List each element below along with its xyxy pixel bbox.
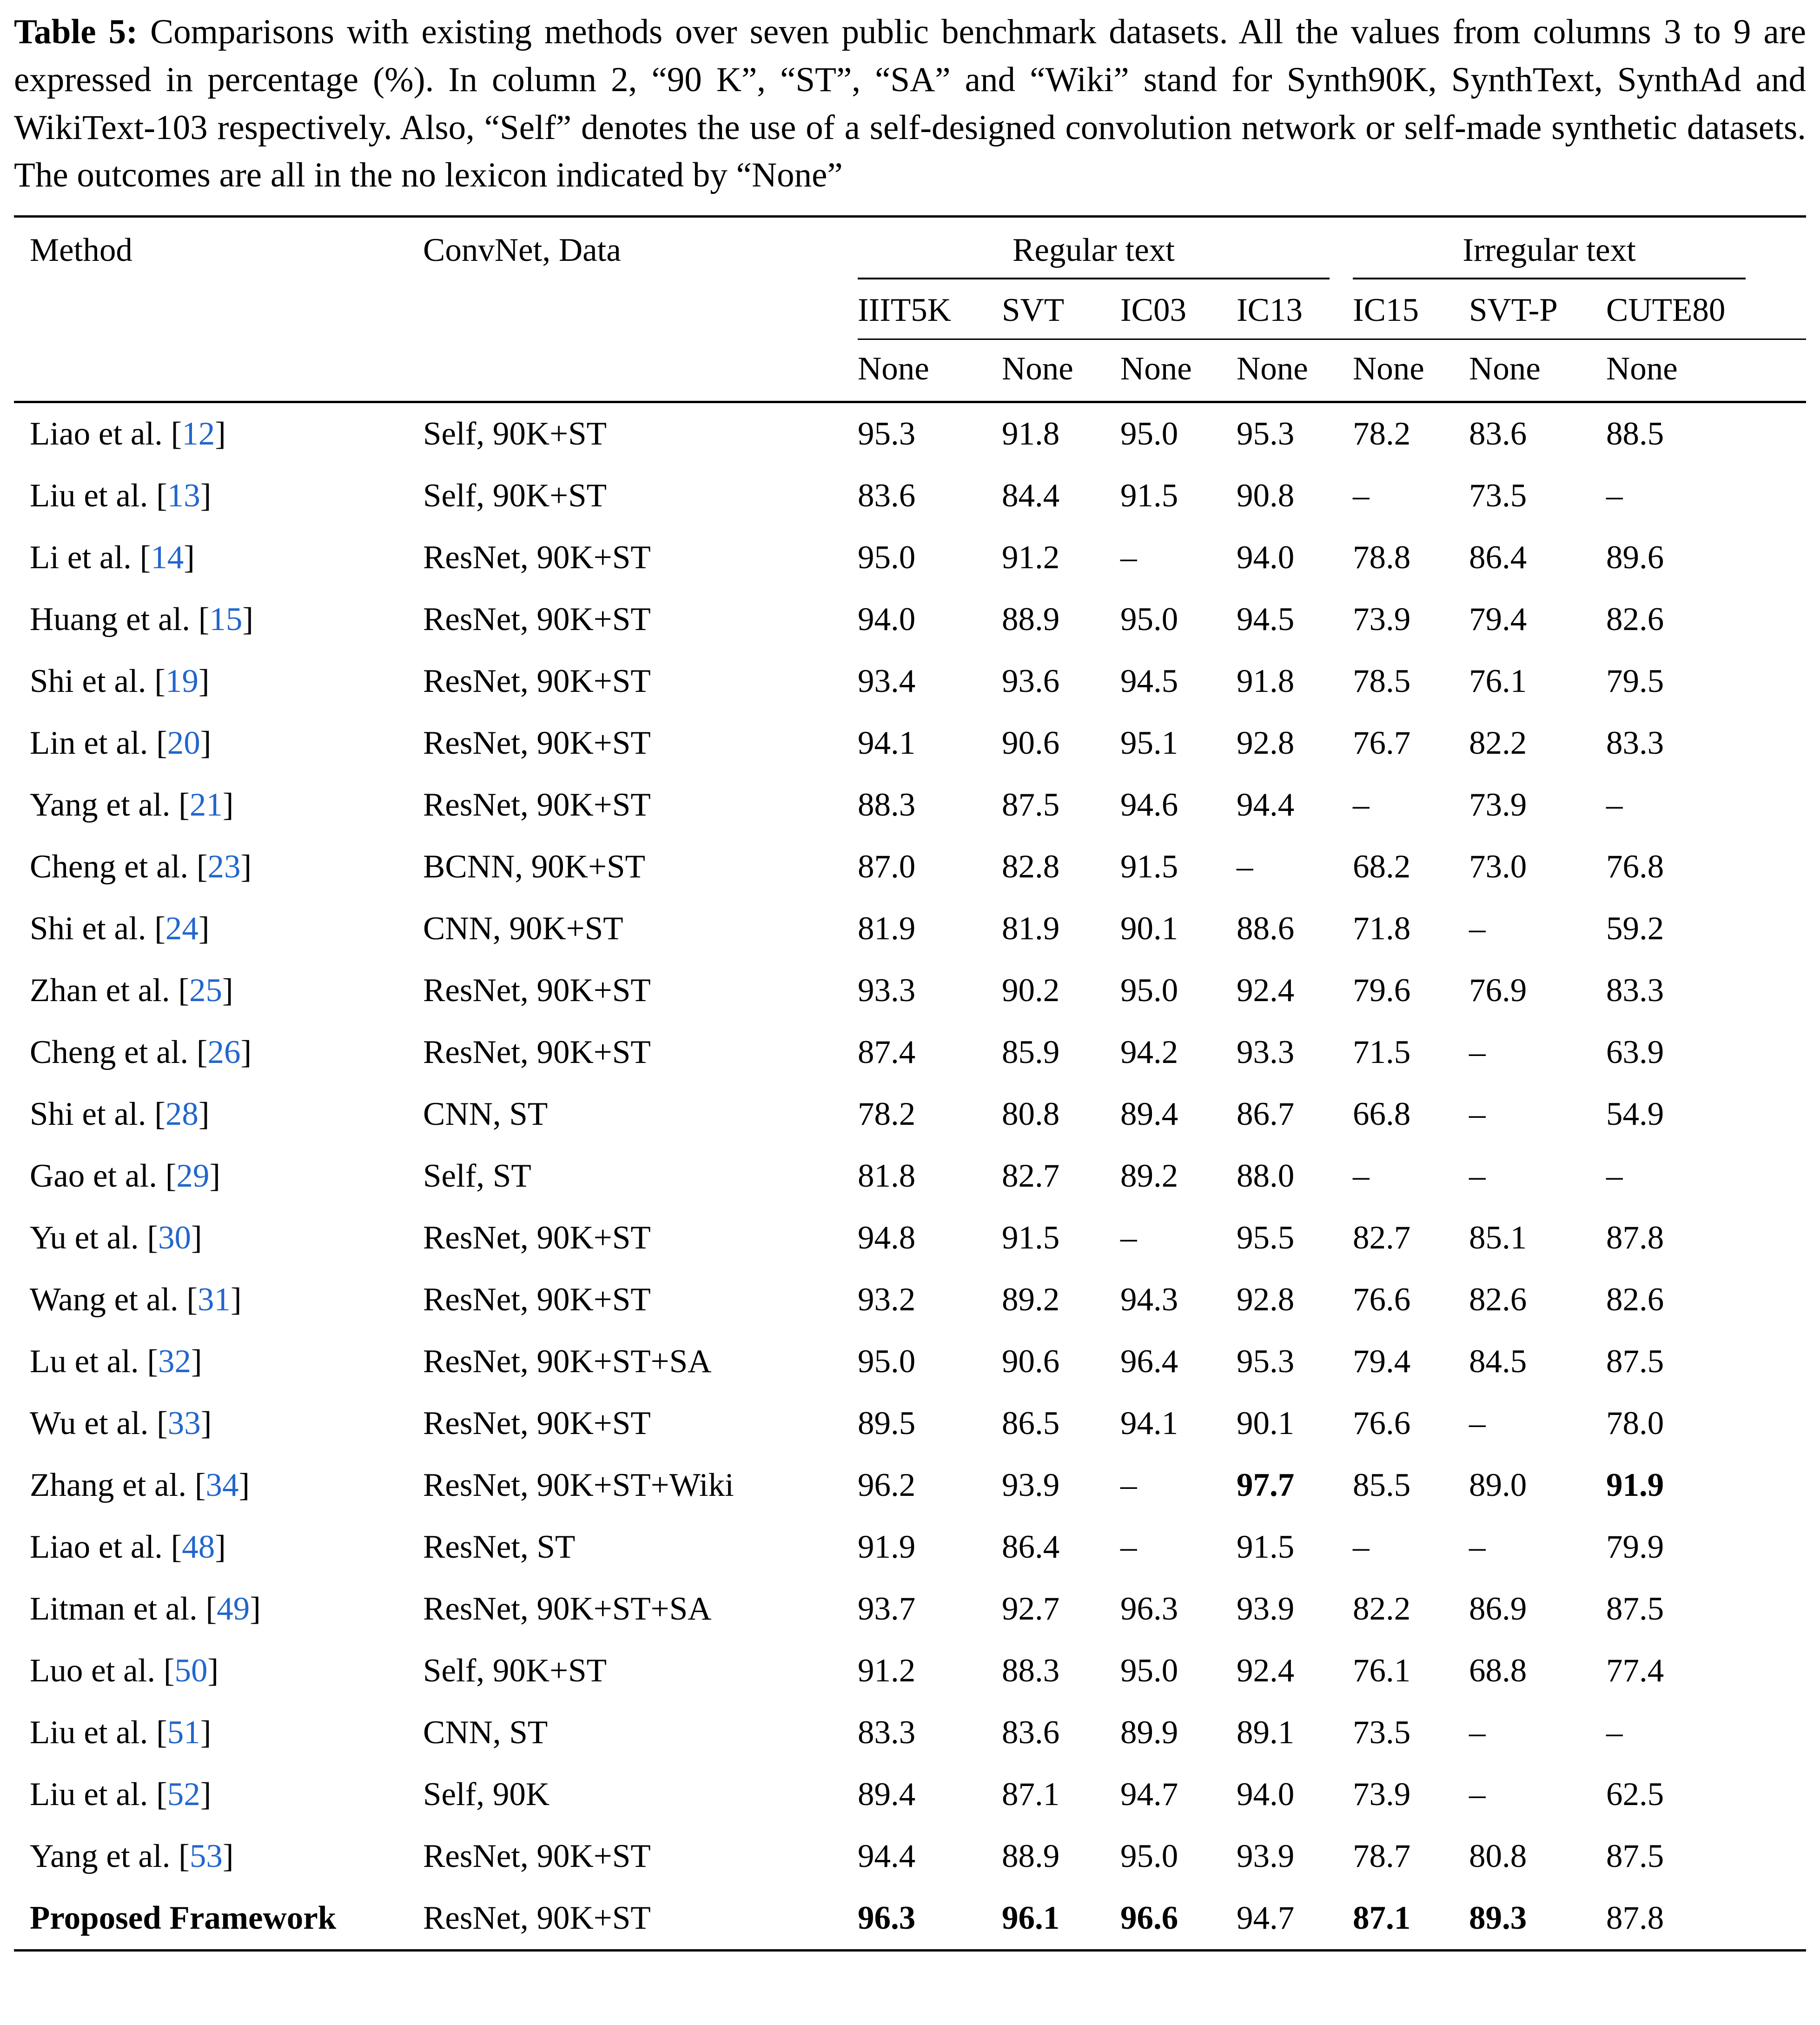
- method-cell: Wang et al. [31]: [30, 1281, 242, 1318]
- table-row: [14, 774, 1806, 836]
- value-cell: –: [1469, 1529, 1486, 1565]
- value-cell: 90.1: [1237, 1405, 1295, 1441]
- value-cell: 66.8: [1353, 1096, 1411, 1132]
- citation-link[interactable]: 21: [189, 787, 223, 823]
- value-cell: 82.8: [1002, 849, 1060, 885]
- convnet-cell: Self, 90K: [423, 1776, 550, 1813]
- results-table: [14, 215, 1806, 1952]
- lexicon-header: None: [1353, 339, 1469, 402]
- value-cell: 73.5: [1469, 478, 1527, 514]
- value-cell: 92.7: [1002, 1591, 1060, 1627]
- value-cell: 85.5: [1353, 1467, 1411, 1503]
- value-cell: 91.9: [1606, 1467, 1664, 1503]
- lexicon-header: None: [858, 339, 1002, 402]
- value-cell: 54.9: [1606, 1096, 1664, 1132]
- value-cell: –: [1120, 1467, 1137, 1503]
- lexicon-header: None: [1469, 339, 1606, 402]
- method-cell: Yu et al. [30]: [30, 1220, 202, 1256]
- value-cell: 91.2: [1002, 539, 1060, 576]
- value-cell: 93.4: [858, 663, 916, 699]
- value-cell: 89.6: [1606, 539, 1664, 576]
- value-cell: –: [1469, 1096, 1486, 1132]
- convnet-cell: ResNet, 90K+ST: [423, 1838, 651, 1874]
- value-cell: 82.2: [1469, 725, 1527, 761]
- table-row: [14, 402, 1806, 465]
- method-cell: Wu et al. [33]: [30, 1405, 212, 1441]
- convnet-cell: ResNet, ST: [423, 1529, 576, 1565]
- value-cell: 87.1: [1002, 1776, 1060, 1813]
- value-cell: 76.8: [1606, 849, 1664, 885]
- value-cell: 94.8: [858, 1220, 916, 1256]
- value-cell: 83.3: [858, 1714, 916, 1751]
- value-cell: 73.9: [1353, 601, 1411, 637]
- value-cell: 82.7: [1002, 1158, 1060, 1194]
- value-cell: 80.8: [1469, 1838, 1527, 1874]
- value-cell: 94.0: [1237, 1776, 1295, 1813]
- value-cell: 86.4: [1469, 539, 1527, 576]
- value-cell: 95.1: [1120, 725, 1178, 761]
- group-header-row: [14, 217, 1806, 280]
- table-row: [14, 1764, 1806, 1826]
- col-header-ic13: IC13: [1237, 279, 1353, 339]
- table-row: [14, 1022, 1806, 1083]
- value-cell: 97.7: [1237, 1467, 1295, 1503]
- value-cell: 95.0: [1120, 1838, 1178, 1874]
- col-header-svt: SVT: [1002, 279, 1120, 339]
- value-cell: –: [1606, 787, 1623, 823]
- value-cell: 87.0: [858, 849, 916, 885]
- table-row: [14, 836, 1806, 898]
- caption-text: Comparisons with existing methods over seven public benchmark datasets. All the values from columns 3 to 9 are expressed in percentage (%). In column 2, “90 K”, “ST”, “SA” and “Wiki” stand for Synth90K, SynthText, SynthAd and WikiText-103 respectively. Also, “Self” denotes the use of a self-designed convolution network or self-made synthetic datasets. The outcomes are all in the no lexicon indicated by “None”: [14, 13, 1807, 195]
- value-cell: –: [1353, 478, 1370, 514]
- value-cell: 68.8: [1469, 1653, 1527, 1689]
- value-cell: 79.4: [1469, 601, 1527, 637]
- citation-link[interactable]: 26: [207, 1034, 241, 1070]
- method-cell: Zhang et al. [34]: [30, 1467, 250, 1503]
- col-header-method: Method: [14, 217, 423, 402]
- value-cell: 63.9: [1606, 1034, 1664, 1070]
- value-cell: 71.5: [1353, 1034, 1411, 1070]
- value-cell: 79.9: [1606, 1529, 1664, 1565]
- value-cell: –: [1120, 1529, 1137, 1565]
- value-cell: 94.2: [1120, 1034, 1178, 1070]
- lexicon-header: None: [1002, 339, 1120, 402]
- method-cell: Zhan et al. [25]: [30, 972, 233, 1009]
- value-cell: 87.4: [858, 1034, 916, 1070]
- table-row: [14, 1640, 1806, 1702]
- value-cell: 91.8: [1002, 416, 1060, 452]
- table-header: [14, 217, 1806, 402]
- convnet-cell: Self, 90K+ST: [423, 416, 607, 452]
- method-cell: Liu et al. [52]: [30, 1776, 212, 1813]
- value-cell: 96.3: [1120, 1591, 1178, 1627]
- table-row: [14, 1516, 1806, 1578]
- value-cell: 95.5: [1237, 1220, 1295, 1256]
- convnet-cell: ResNet, 90K+ST: [423, 1887, 858, 1951]
- value-cell: 85.9: [1002, 1034, 1060, 1070]
- value-cell: 82.2: [1353, 1591, 1411, 1627]
- table-row: [14, 1331, 1806, 1393]
- value-cell: 91.8: [1237, 663, 1295, 699]
- value-cell: 85.1: [1469, 1220, 1527, 1256]
- value-cell: 91.5: [1120, 478, 1178, 514]
- value-cell: 83.6: [1469, 416, 1527, 452]
- value-cell: 92.4: [1237, 972, 1295, 1009]
- table-row: [14, 1207, 1806, 1269]
- value-cell: 83.6: [1002, 1714, 1060, 1751]
- method-cell: Huang et al. [15]: [30, 601, 254, 637]
- value-cell: 91.5: [1120, 849, 1178, 885]
- citation-link[interactable]: 13: [167, 478, 200, 514]
- value-cell: 80.8: [1002, 1096, 1060, 1132]
- value-cell: 95.0: [1120, 601, 1178, 637]
- value-cell: 83.3: [1606, 972, 1664, 1009]
- table-row: [14, 1578, 1806, 1640]
- value-cell: 76.6: [1353, 1405, 1411, 1441]
- table-row: [14, 1269, 1806, 1331]
- value-cell: 94.5: [1237, 601, 1295, 637]
- value-cell: 62.5: [1606, 1776, 1664, 1813]
- citation-link[interactable]: 49: [217, 1591, 250, 1627]
- value-cell: 90.8: [1237, 478, 1295, 514]
- value-cell: –: [1606, 1714, 1623, 1751]
- citation-link[interactable]: 14: [151, 539, 184, 576]
- value-cell: 95.3: [1237, 416, 1295, 452]
- method-cell: Liu et al. [13]: [30, 478, 212, 514]
- method-cell: Litman et al. [49]: [30, 1591, 261, 1627]
- method-cell: Proposed Framework: [14, 1887, 423, 1951]
- value-cell: 78.5: [1353, 663, 1411, 699]
- value-cell: 89.9: [1120, 1714, 1178, 1751]
- table-row: [14, 898, 1806, 960]
- table-row: [14, 1393, 1806, 1454]
- method-cell: Liao et al. [12]: [30, 416, 226, 452]
- citation-link[interactable]: 23: [207, 849, 241, 885]
- value-cell: 94.6: [1120, 787, 1178, 823]
- value-cell: 78.0: [1606, 1405, 1664, 1441]
- value-cell: 87.5: [1606, 1591, 1664, 1627]
- table-row: [14, 1887, 1806, 1951]
- value-cell: –: [1353, 1158, 1370, 1194]
- convnet-cell: ResNet, 90K+ST: [423, 1220, 651, 1256]
- value-cell: 96.6: [1120, 1887, 1237, 1951]
- table-row: [14, 1826, 1806, 1887]
- col-group-regular-text: Regular text: [858, 232, 1330, 279]
- value-cell: 89.0: [1469, 1467, 1527, 1503]
- value-cell: 73.5: [1353, 1714, 1411, 1751]
- value-cell: –: [1353, 1529, 1370, 1565]
- value-cell: 79.5: [1606, 663, 1664, 699]
- citation-link[interactable]: 15: [209, 601, 243, 637]
- value-cell: 84.5: [1469, 1343, 1527, 1380]
- convnet-cell: Self, 90K+ST: [423, 1653, 607, 1689]
- convnet-cell: ResNet, 90K+ST: [423, 1034, 651, 1070]
- value-cell: 83.3: [1606, 725, 1664, 761]
- value-cell: 76.7: [1353, 725, 1411, 761]
- citation-link[interactable]: 52: [167, 1776, 200, 1813]
- value-cell: 78.2: [858, 1096, 916, 1132]
- value-cell: 92.8: [1237, 1281, 1295, 1318]
- value-cell: –: [1606, 478, 1623, 514]
- value-cell: 90.6: [1002, 1343, 1060, 1380]
- value-cell: 79.4: [1353, 1343, 1411, 1380]
- value-cell: 93.3: [1237, 1034, 1295, 1070]
- value-cell: 93.7: [858, 1591, 916, 1627]
- value-cell: 88.5: [1606, 416, 1664, 452]
- value-cell: 92.8: [1237, 725, 1295, 761]
- table-row: [14, 465, 1806, 527]
- value-cell: –: [1120, 1220, 1137, 1256]
- value-cell: 95.0: [858, 539, 916, 576]
- convnet-cell: ResNet, 90K+ST+Wiki: [423, 1467, 734, 1503]
- value-cell: 95.0: [1120, 416, 1178, 452]
- value-cell: 82.7: [1353, 1220, 1411, 1256]
- value-cell: 76.1: [1353, 1653, 1411, 1689]
- convnet-cell: ResNet, 90K+ST: [423, 539, 651, 576]
- value-cell: 90.6: [1002, 725, 1060, 761]
- value-cell: 90.2: [1002, 972, 1060, 1009]
- value-cell: 86.4: [1002, 1529, 1060, 1565]
- lexicon-header: None: [1120, 339, 1237, 402]
- value-cell: 84.4: [1002, 478, 1060, 514]
- value-cell: 93.9: [1237, 1591, 1295, 1627]
- value-cell: 73.0: [1469, 849, 1527, 885]
- citation-link[interactable]: 28: [165, 1096, 199, 1132]
- value-cell: 82.6: [1606, 1281, 1664, 1318]
- value-cell: –: [1469, 910, 1486, 947]
- value-cell: 91.5: [1237, 1529, 1295, 1565]
- value-cell: 81.8: [858, 1158, 916, 1194]
- value-cell: 93.6: [1002, 663, 1060, 699]
- caption-label: Table 5:: [14, 13, 138, 51]
- value-cell: 59.2: [1606, 910, 1664, 947]
- value-cell: –: [1353, 787, 1370, 823]
- value-cell: 87.8: [1606, 1887, 1806, 1951]
- table-row: [14, 1145, 1806, 1207]
- value-cell: 86.9: [1469, 1591, 1527, 1627]
- value-cell: 95.0: [1120, 972, 1178, 1009]
- value-cell: –: [1469, 1714, 1486, 1751]
- value-cell: 87.5: [1606, 1838, 1664, 1874]
- value-cell: 94.1: [858, 725, 916, 761]
- citation-link[interactable]: 51: [167, 1714, 200, 1751]
- convnet-cell: ResNet, 90K+ST: [423, 1281, 651, 1318]
- convnet-cell: ResNet, 90K+ST: [423, 725, 651, 761]
- value-cell: 89.2: [1002, 1281, 1060, 1318]
- method-cell: Li et al. [14]: [30, 539, 195, 576]
- citation-link[interactable]: 29: [176, 1158, 210, 1194]
- value-cell: 95.3: [1237, 1343, 1295, 1380]
- value-cell: 77.4: [1606, 1653, 1664, 1689]
- value-cell: 88.3: [858, 787, 916, 823]
- value-cell: 94.4: [858, 1838, 916, 1874]
- value-cell: 87.1: [1353, 1887, 1469, 1951]
- value-cell: 87.8: [1606, 1220, 1664, 1256]
- value-cell: 76.9: [1469, 972, 1527, 1009]
- value-cell: 88.0: [1237, 1158, 1295, 1194]
- value-cell: 94.7: [1120, 1776, 1178, 1813]
- value-cell: –: [1469, 1158, 1486, 1194]
- value-cell: 94.3: [1120, 1281, 1178, 1318]
- value-cell: 95.0: [1120, 1653, 1178, 1689]
- table-row: [14, 589, 1806, 651]
- value-cell: 89.5: [858, 1405, 916, 1441]
- value-cell: 81.9: [858, 910, 916, 947]
- value-cell: –: [1237, 849, 1253, 885]
- value-cell: 93.3: [858, 972, 916, 1009]
- method-cell: Cheng et al. [23]: [30, 849, 252, 885]
- method-cell: Lin et al. [20]: [30, 725, 212, 761]
- value-cell: 76.1: [1469, 663, 1527, 699]
- value-cell: –: [1606, 1158, 1623, 1194]
- value-cell: 93.9: [1002, 1467, 1060, 1503]
- value-cell: 89.2: [1120, 1158, 1178, 1194]
- value-cell: 96.4: [1120, 1343, 1178, 1380]
- convnet-cell: Self, ST: [423, 1158, 531, 1194]
- citation-link[interactable]: 24: [165, 910, 199, 947]
- table-caption: [14, 8, 1806, 199]
- value-cell: 89.4: [858, 1776, 916, 1813]
- table-row: [14, 527, 1806, 589]
- value-cell: 89.4: [1120, 1096, 1178, 1132]
- value-cell: 94.4: [1237, 787, 1295, 823]
- table-row: [14, 960, 1806, 1022]
- value-cell: –: [1469, 1776, 1486, 1813]
- col-header-ic03: IC03: [1120, 279, 1237, 339]
- col-group-irregular-text: Irregular text: [1353, 232, 1746, 279]
- col-header-svt-p: SVT-P: [1469, 279, 1606, 339]
- convnet-cell: ResNet, 90K+ST: [423, 601, 651, 637]
- lexicon-header: None: [1606, 339, 1806, 402]
- value-cell: 94.1: [1120, 1405, 1178, 1441]
- citation-link[interactable]: 25: [189, 972, 223, 1009]
- value-cell: 68.2: [1353, 849, 1411, 885]
- value-cell: 91.9: [858, 1529, 916, 1565]
- citation-link[interactable]: 30: [158, 1220, 192, 1256]
- value-cell: 86.5: [1002, 1405, 1060, 1441]
- value-cell: 79.6: [1353, 972, 1411, 1009]
- value-cell: 90.1: [1120, 910, 1178, 947]
- table-row: [14, 651, 1806, 712]
- value-cell: 93.2: [858, 1281, 916, 1318]
- value-cell: 96.1: [1002, 1887, 1120, 1951]
- method-cell: Lu et al. [32]: [30, 1343, 202, 1380]
- value-cell: 87.5: [1002, 787, 1060, 823]
- value-cell: –: [1120, 539, 1137, 576]
- citation-link[interactable]: 31: [197, 1281, 231, 1318]
- value-cell: 73.9: [1469, 787, 1527, 823]
- value-cell: 89.1: [1237, 1714, 1295, 1751]
- value-cell: 88.9: [1002, 1838, 1060, 1874]
- citation-link[interactable]: 53: [189, 1838, 223, 1874]
- value-cell: 96.2: [858, 1467, 916, 1503]
- citation-link[interactable]: 12: [182, 416, 215, 452]
- citation-link[interactable]: 19: [165, 663, 199, 699]
- value-cell: 94.0: [858, 601, 916, 637]
- value-cell: 87.5: [1606, 1343, 1664, 1380]
- value-cell: 78.8: [1353, 539, 1411, 576]
- value-cell: 82.6: [1606, 601, 1664, 637]
- value-cell: 71.8: [1353, 910, 1411, 947]
- col-header-convnet: ConvNet, Data: [423, 217, 858, 402]
- value-cell: 91.2: [858, 1653, 916, 1689]
- citation-link[interactable]: 50: [174, 1653, 208, 1689]
- value-cell: 91.5: [1002, 1220, 1060, 1256]
- table-row: [14, 1702, 1806, 1764]
- value-cell: 88.6: [1237, 910, 1295, 947]
- value-cell: 89.3: [1469, 1887, 1606, 1951]
- method-cell: Gao et al. [29]: [30, 1158, 221, 1194]
- value-cell: 93.9: [1237, 1838, 1295, 1874]
- method-cell: Liao et al. [48]: [30, 1529, 226, 1565]
- value-cell: 83.6: [858, 478, 916, 514]
- value-cell: 94.7: [1237, 1887, 1353, 1951]
- convnet-cell: ResNet, 90K+ST+SA: [423, 1591, 712, 1627]
- table-row: [14, 712, 1806, 774]
- convnet-cell: CNN, ST: [423, 1714, 548, 1751]
- value-cell: 82.6: [1469, 1281, 1527, 1318]
- value-cell: 92.4: [1237, 1653, 1295, 1689]
- convnet-cell: CNN, 90K+ST: [423, 910, 623, 947]
- citation-link[interactable]: 48: [182, 1529, 215, 1565]
- value-cell: 96.3: [858, 1887, 1002, 1951]
- method-cell: Liu et al. [51]: [30, 1714, 212, 1751]
- value-cell: 94.0: [1237, 539, 1295, 576]
- value-cell: 78.2: [1353, 416, 1411, 452]
- method-cell: Yang et al. [53]: [30, 1838, 234, 1874]
- citation-link[interactable]: 20: [167, 725, 200, 761]
- method-cell: Shi et al. [24]: [30, 910, 210, 947]
- col-header-iiit5k: IIIT5K: [858, 279, 1002, 339]
- method-cell: Yang et al. [21]: [30, 787, 234, 823]
- value-cell: 86.7: [1237, 1096, 1295, 1132]
- convnet-cell: BCNN, 90K+ST: [423, 849, 645, 885]
- citation-link[interactable]: 33: [167, 1405, 201, 1441]
- convnet-cell: CNN, ST: [423, 1096, 548, 1132]
- lexicon-header: None: [1237, 339, 1353, 402]
- table-row: [14, 1454, 1806, 1516]
- col-header-cute80: CUTE80: [1606, 279, 1806, 339]
- value-cell: 95.0: [858, 1343, 916, 1380]
- citation-link[interactable]: 32: [158, 1343, 191, 1380]
- citation-link[interactable]: 34: [205, 1467, 239, 1503]
- convnet-cell: ResNet, 90K+ST: [423, 663, 651, 699]
- convnet-cell: ResNet, 90K+ST: [423, 1405, 651, 1441]
- method-cell: Luo et al. [50]: [30, 1653, 219, 1689]
- value-cell: 88.3: [1002, 1653, 1060, 1689]
- value-cell: 76.6: [1353, 1281, 1411, 1318]
- value-cell: 94.5: [1120, 663, 1178, 699]
- method-cell: Shi et al. [19]: [30, 663, 210, 699]
- table-row: [14, 1083, 1806, 1145]
- col-header-ic15: IC15: [1353, 279, 1469, 339]
- value-cell: 73.9: [1353, 1776, 1411, 1813]
- method-cell: Shi et al. [28]: [30, 1096, 210, 1132]
- value-cell: 78.7: [1353, 1838, 1411, 1874]
- method-cell: Cheng et al. [26]: [30, 1034, 252, 1070]
- convnet-cell: ResNet, 90K+ST+SA: [423, 1343, 712, 1380]
- table-body: [14, 402, 1806, 1951]
- value-cell: –: [1469, 1034, 1486, 1070]
- convnet-cell: ResNet, 90K+ST: [423, 972, 651, 1009]
- value-cell: 88.9: [1002, 601, 1060, 637]
- convnet-cell: Self, 90K+ST: [423, 478, 607, 514]
- value-cell: 95.3: [858, 416, 916, 452]
- value-cell: –: [1469, 1405, 1486, 1441]
- convnet-cell: ResNet, 90K+ST: [423, 787, 651, 823]
- value-cell: 81.9: [1002, 910, 1060, 947]
